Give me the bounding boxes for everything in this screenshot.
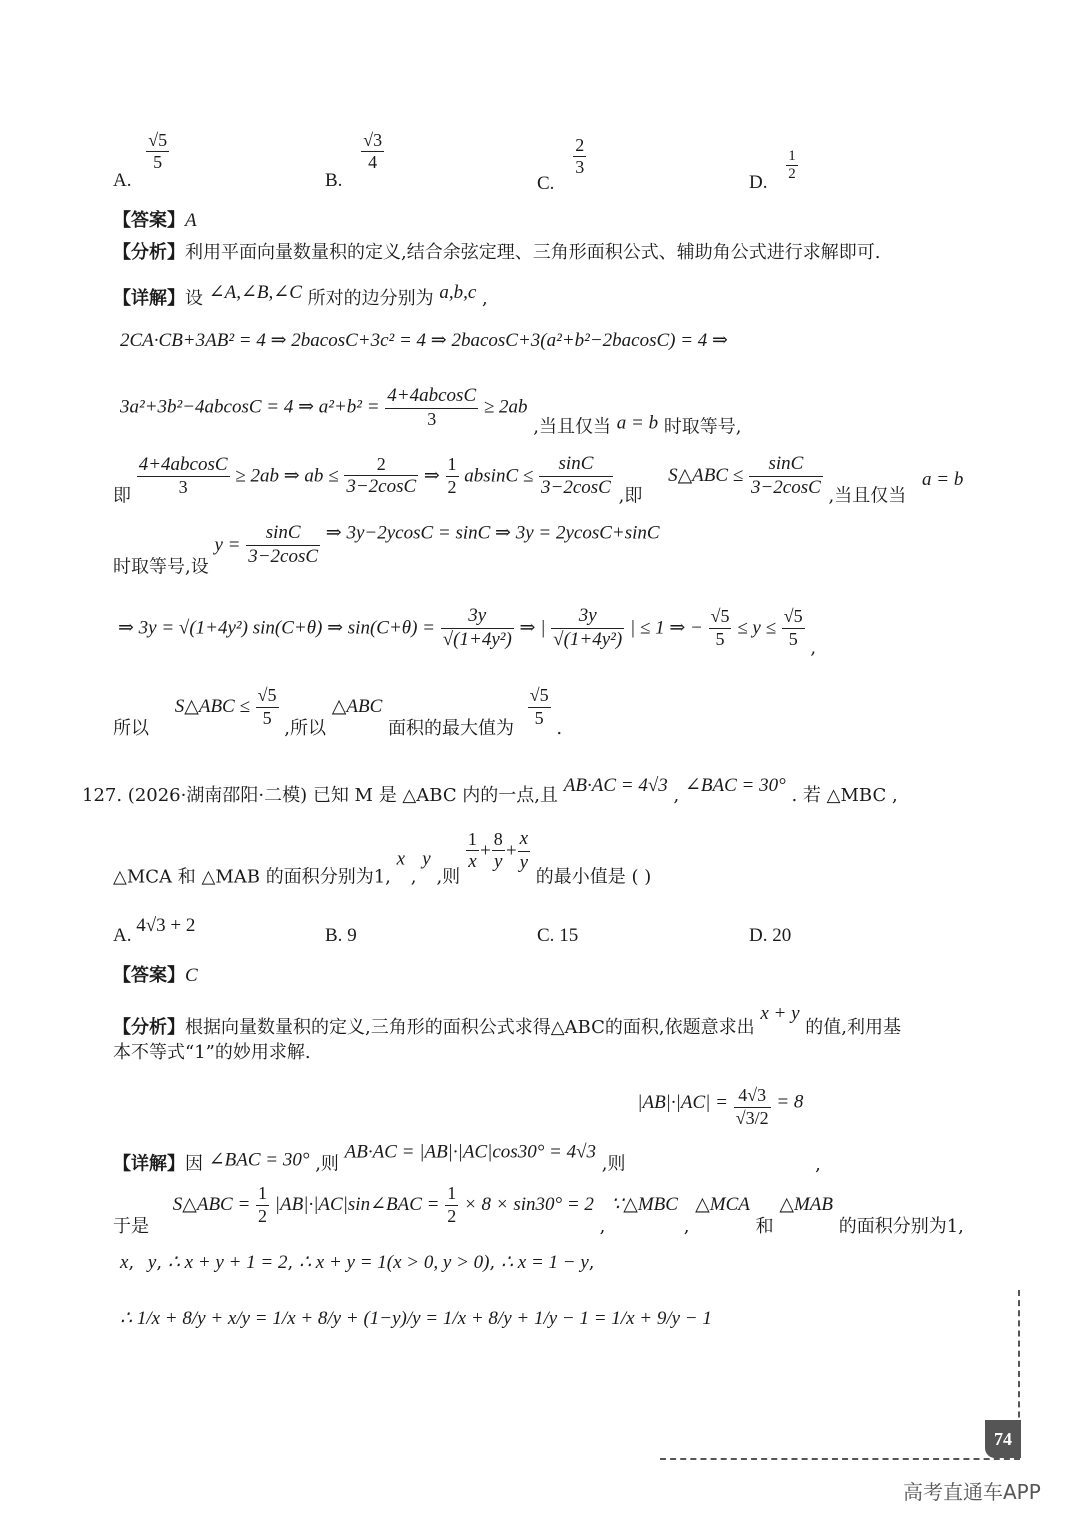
page-number: 74 [985,1420,1021,1458]
detail-line-7: 所以 S△ABC ≤ $\frac{√5}{5}$ ,所以 △ABC 面积的最大值为 $\frac{√5}{5}$ . [113,685,563,740]
option-a: A. $\frac{√5}{5}$ [113,130,168,191]
q127-option-d: D. 20 [749,925,792,946]
q127-answer-line: 【答案】C [113,965,198,986]
q127-detail-line-2: 于是 S△ABC = $\frac{1}{2}$ |AB|·|AC|sin∠BAC = $\frac{1}{2}$ × 8 × sin30° = 2 , ∵△MBC , △MCA 和 △MAB 的面积分别为1, [113,1183,964,1238]
detail-line-4: 即 $\frac{4+4abcosC}{3}$ ≥ 2ab ⇒ ab ≤ $\frac{2}{3-2\cos C}$ ⇒ $\frac{1}{2}$ absinC ≤ $\frac{\sin C}{3-2\cos C}$ ,即 S△ABC ≤ $\frac{\sin C}{3-2\cos C}$ ,当且仅当 a = b [113,453,964,507]
question-127-stem: 127. (2026·湖南邵阳·二模) 已知 M 是 △ABC 内的一点,且 AB·AC = 4√3 , ∠BAC = 30° . 若 △MBC , [82,775,898,806]
answer-line: 【答案】A [113,210,197,231]
detail-line-6: ⇒ 3y = √(1+4y²) sin(C+θ) ⇒ sin(C+θ) = $\frac{3y}{\text{√(1+4y²)}}$ ⇒ | $\frac{3y}{\text{√(1+4y²)}}$ | ≤ 1 ⇒ − $\frac{√5}{5}$ ≤ y ≤ $\frac{√5}{5}$ , [118,605,817,659]
q127-detail-line-1: 【详解】因 ∠BAC = 30° ,则 AB·AC = |AB|·|AC|cos30° = 4√3 ,则 |AB|·|AC| = $\frac{4√3}{√3/2}$ = 8 , [113,1085,821,1175]
q127-analysis-line: 【分析】根据向量数量积的定义,三角形的面积公式求得△ABC的面积,依题意求出 x + y 的值,利用基 [113,1003,902,1038]
page-border-horizontal [660,1458,1020,1460]
q127-analysis-line-2: 本不等式“1”的妙用求解. [113,1042,311,1063]
detail-line-3: 3a²+3b²−4abcosC = 4 ⇒ a²+b² = $\frac{4+4abcosC}{3}$ ≥ 2ab ,当且仅当 a = b 时取等号, [120,385,742,438]
q127-option-a: A. 4√3 + 2 [113,915,196,946]
app-watermark: 高考直通车APP [903,1480,1041,1504]
detail-line-2: 2CA·CB+3AB² = 4 ⇒ 2bacosC+3c² = 4 ⇒ 2bacosC+3(a²+b²−2bacosC) = 4 ⇒ [120,330,728,351]
detail-line-1: 【详解】设 ∠A,∠B,∠C 所对的边分别为 a,b,c , [113,282,488,309]
detail-line-5: 时取等号,设 y = $\frac{\sin C}{3-2\cos C}$ ⇒ 3y−2ycosC = sinC ⇒ 3y = 2ycosC+sinC [113,522,660,578]
q127-option-b: B. 9 [325,925,357,946]
q127-detail-line-4: ∴ 1/x + 8/y + x/y = 1/x + 8/y + (1−y)/y = 1/x + 8/y + 1/y − 1 = 1/x + 9/y − 1 [120,1308,712,1329]
question-127-stem-2: △MCA 和 △MAB 的面积分别为1, x , y ,则 $\frac{1}{x}$ + $\frac{8}{y}$ + $\frac{x}{y}$ 的最小值是 ( ) [113,828,652,888]
option-b: B. $\frac{√3}{4}$ [325,130,383,191]
q127-option-c: C. 15 [537,925,579,946]
option-c: C. $\frac{2}{3}$ [537,135,585,194]
q127-detail-line-3: x, y, ∴ x + y + 1 = 2, ∴ x + y = 1(x > 0, y > 0), ∴ x = 1 − y, [120,1252,595,1273]
analysis-line: 【分析】利用平面向量数量积的定义,结合余弦定理、三角形面积公式、辅助角公式进行求解即可. [113,242,881,263]
option-d: D. $\frac{1}{2}$ [749,148,796,193]
